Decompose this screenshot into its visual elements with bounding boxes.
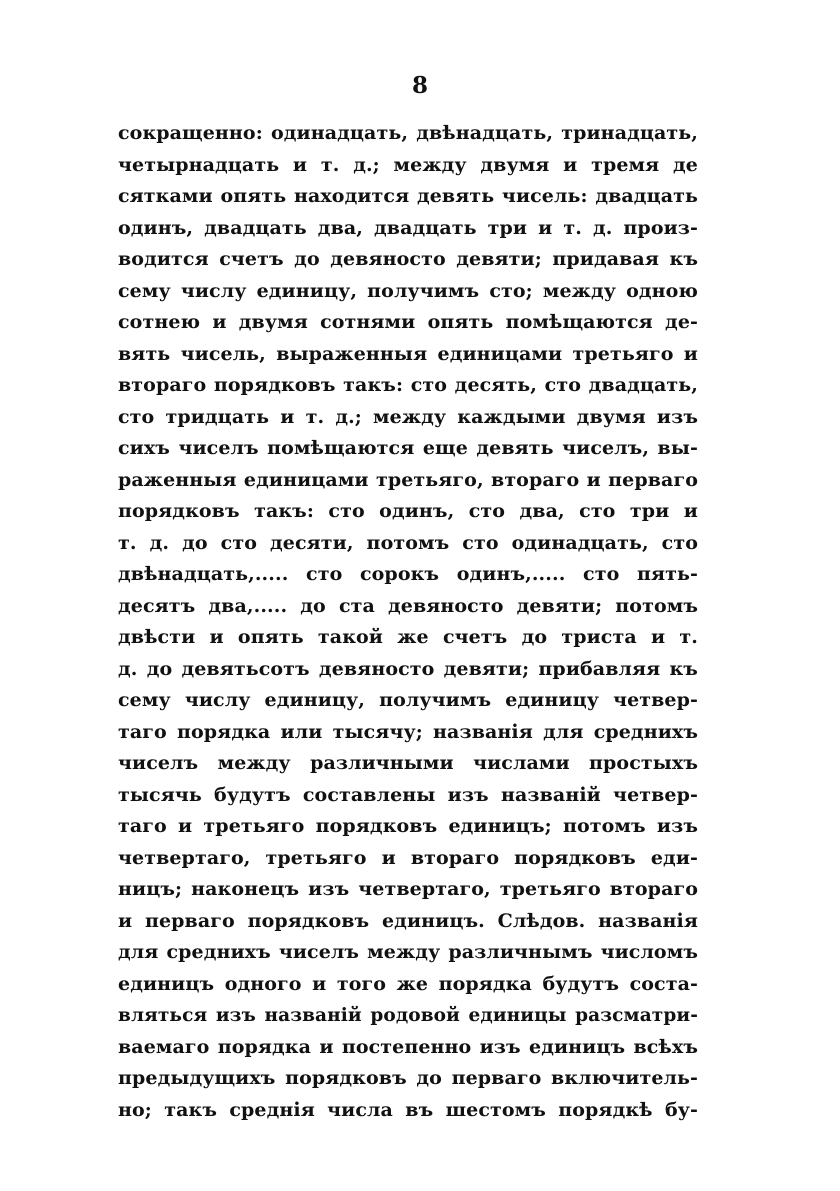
text-line: сятками опять находится девять чисель: двадцать [118,185,698,207]
text-line: водится счетъ до девяносто девяти; придавая къ [118,248,698,270]
body-text [118,118,698,1126]
text-line: двѣнадцать,..... сто сорокъ одинъ,..... сто пять- [118,563,698,585]
text-line: вляться изъ названій родовой единицы разсматри- [118,1005,698,1026]
text-line: десятъ два,..... до ста девяносто девяти; потомъ [118,594,698,617]
text-line: но; такъ среднія числа въ шестомъ порядкѣ бу- [118,1098,698,1121]
text-line: и перваго порядковъ единицъ. Слѣдов. названія [118,909,698,932]
page-number: 8 [411,72,428,99]
text-line: сихъ чиселъ помѣщаются еще девять чиселъ, вы- [118,437,698,459]
text-line: чиселъ между различными числами простыхъ [118,752,698,774]
text-line: т. д. до сто десяти, потомъ сто одинадцать, сто [118,531,698,554]
text-line: сему числу единицу, получимъ сто; между одною [118,279,698,302]
text-line: для среднихъ чиселъ между различнымъ числомъ [118,941,698,963]
text-line: одинъ, двадцать два, двадцать три и т. д. произ- [118,216,698,239]
text-line: единицъ одного и того же порядка будутъ соста- [118,972,698,995]
text-line: сокращенно: одинадцать, двѣнадцать, тринадцать, [118,122,698,144]
text-line: четвертаго, третьяго и втораго порядковъ еди- [118,846,698,869]
text-line: раженныя единицами третьяго, втораго и перваго [118,468,698,491]
text-line: двѣсти и опять такой же счетъ до триста и т. [118,626,698,648]
text-line: вять чисель, выраженныя единицами третьяго и [118,342,698,365]
text-line: предыдущихъ порядковъ до перваго включитель- [118,1067,698,1089]
text-line: ницъ; наконецъ изъ четвертаго, третьяго втораго [118,878,698,900]
text-line: д. до девятьсотъ девяносто девяти; прибавляя къ [118,657,698,680]
text-line: порядковъ такъ: сто одинъ, сто два, сто три и [118,500,698,522]
text-line: втораго порядковъ такъ: сто десять, сто двадцать, [118,374,698,396]
text-line: сто тридцать и т. д.; между каждыми двумя изъ [118,405,698,428]
text-line: четырнадцать и т. д.; между двумя и тремя де [118,153,698,176]
text-line: сему числу единицу, получимъ единицу четвер- [118,689,698,711]
text-line: таго порядка или тысячу; названія для среднихъ [118,720,698,743]
text-line: сотнею и двумя сотнями опять помѣщаются де- [118,311,698,333]
text-line: тысячь будутъ составлены изъ названій четвер- [118,783,698,806]
text-line: таго и третьяго порядковъ единицъ; потомъ изъ [118,815,698,837]
text-line: ваемаго порядка и постепенно изъ единицъ всѣхъ [118,1035,698,1058]
